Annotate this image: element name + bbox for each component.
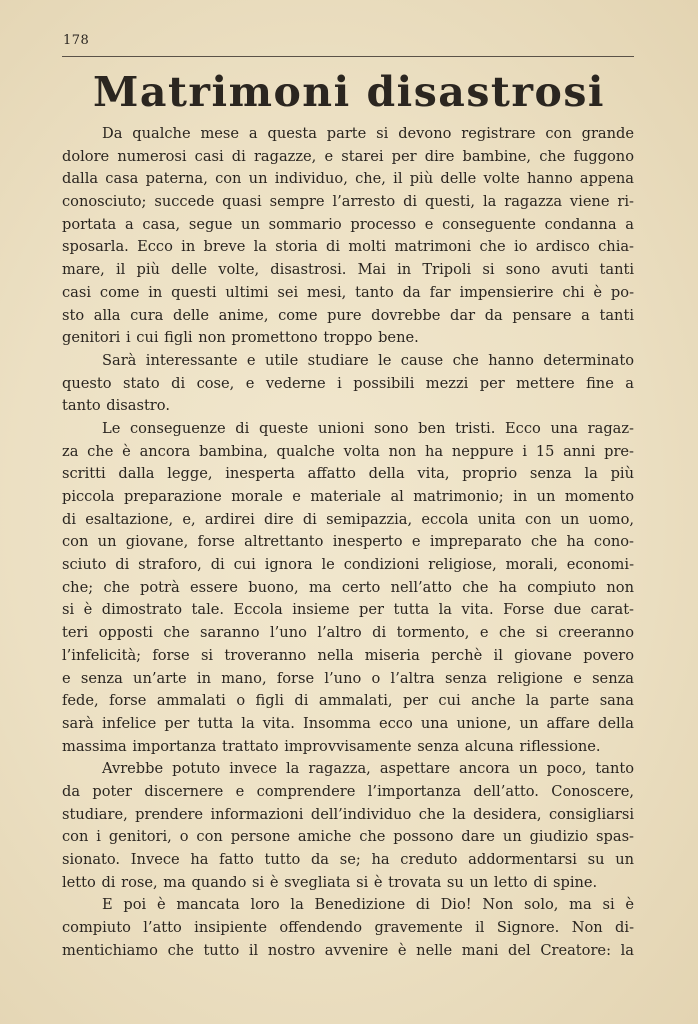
text-line: scritti dalla legge, inesperta affatto della vita, proprio senza la più bbox=[62, 465, 634, 483]
text-line: Avrebbe potuto invece la ragazza, aspettare ancora un poco, tanto bbox=[102, 760, 634, 778]
text-line: teri opposti che saranno l’uno l’altro di tormento, e che si creeranno bbox=[62, 624, 634, 642]
text-line: con un giovane, forse altrettanto inesperto e impreparato che ha cono- bbox=[62, 533, 634, 551]
text-line: compiuto l’atto insipiente offendendo gravemente il Signore. Non di- bbox=[62, 919, 634, 937]
text-line: Le conseguenze di queste unioni sono ben tristi. Ecco una ragaz- bbox=[102, 419, 634, 437]
text-line: e senza un’arte in mano, forse l’uno o l’altra senza religione e senza bbox=[62, 669, 634, 687]
text-line: Da qualche mese a questa parte si devono registrare con grande bbox=[102, 125, 634, 142]
text-line: con i genitori, o con persone amiche che possono dare un giudizio spas- bbox=[62, 828, 634, 846]
text-line: sionato. Invece ha fatto tutto da se; ha creduto addormentarsi su un bbox=[62, 851, 634, 868]
text-line: che; che potrà essere buono, ma certo nell’atto che ha compiuto non bbox=[62, 578, 634, 596]
text-line: sarà infelice per tutta la vita. Insomma ecco una unione, un affare della bbox=[62, 714, 634, 732]
text-line: letto di rose, ma quando si è svegliata si è trovata su un letto di spine. bbox=[62, 873, 598, 891]
text-line: casi come in questi ultimi sei mesi, tanto da far impensierire chi è po- bbox=[62, 283, 634, 301]
text-line: l’infelicità; forse si troveranno nella miseria perchè il giovane povero bbox=[62, 646, 634, 664]
text-line: studiare, prendere informazioni dell’individuo che la desidera, consigliarsi bbox=[62, 805, 634, 823]
header-rule bbox=[62, 56, 634, 57]
text-line: Sarà interessante e utile studiare le cause che hanno determinato bbox=[102, 351, 634, 369]
article-title: Matrimoni disastrosi bbox=[93, 68, 605, 116]
text-line: sto alla cura delle anime, come pure dovrebbe dar da pensare a tanti bbox=[62, 306, 634, 324]
article-body bbox=[62, 123, 634, 962]
page-number: 178 bbox=[63, 33, 90, 48]
text-line: piccola preparazione morale e materiale al matrimonio; in un momento bbox=[62, 488, 634, 505]
text-line: genitori i cui figli non promettono troppo bene. bbox=[62, 329, 419, 347]
text-line: si è dimostrato tale. Eccola insieme per tutta la vita. Forse due carat- bbox=[62, 601, 634, 619]
text-line: sciuto di straforo, di cui ignora le condizioni religiose, morali, economi- bbox=[62, 556, 634, 574]
text-line: portata a casa, segue un sommario processo e conseguente condanna a bbox=[62, 215, 634, 233]
text-line: dalla casa paterna, con un individuo, che, il più delle volte hanno appena bbox=[62, 170, 634, 188]
text-line: E poi è mancata loro la Benedizione di Dio! Non solo, ma si è bbox=[102, 896, 634, 914]
text-line: conosciuto; succede quasi sempre l’arresto di questi, la ragazza viene ri- bbox=[62, 193, 634, 211]
text-line: mare, il più delle volte, disastrosi. Mai in Tripoli si sono avuti tanti bbox=[62, 261, 634, 279]
text-line: za che è ancora bambina, qualche volta non ha neppure i 15 anni pre- bbox=[62, 442, 634, 460]
text-line: mentichiamo che tutto il nostro avvenire è nelle mani del Creatore: la bbox=[62, 941, 634, 959]
text-line: da poter discernere e comprendere l’importanza dell’atto. Conoscere, bbox=[62, 782, 634, 800]
text-line: massima importanza trattato improvvisamente senza alcuna riflessione. bbox=[62, 737, 601, 755]
text-line: dolore numerosi casi di ragazze, e starei per dire bambine, che fuggono bbox=[62, 147, 634, 165]
text-line: tanto disastro. bbox=[62, 397, 170, 415]
text-line: di esaltazione, e, ardirei dire di semipazzia, eccola unita con un uomo, bbox=[62, 510, 634, 528]
text-line: fede, forse ammalati o figli di ammalati, per cui anche la parte sana bbox=[62, 692, 634, 710]
text-line: questo stato di cose, e vederne i possibili mezzi per mettere fine a bbox=[62, 374, 634, 392]
text-line: sposarla. Ecco in breve la storia di molti matrimoni che io ardisco chia- bbox=[62, 238, 634, 256]
